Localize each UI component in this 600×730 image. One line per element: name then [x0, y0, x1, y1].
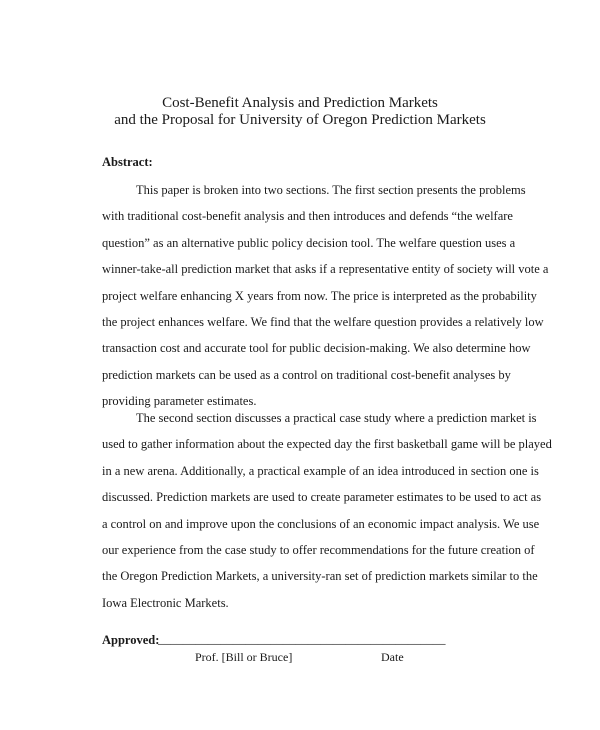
paragraph-line: prediction markets can be used as a control on traditional cost-benefit analyses by: [102, 367, 511, 382]
paragraph-line: question” as an alternative public policy decision tool. The welfare question uses a: [102, 235, 516, 250]
signature-line: ______________________________________________: [158, 632, 446, 646]
paragraph-line: a control on and improve upon the conclusions of an economic impact analysis. We use: [102, 516, 540, 531]
paragraph-line: project welfare enhancing X years from now. The price is interpreted as the probability: [102, 288, 537, 303]
approved-label: Approved:: [102, 633, 160, 647]
paragraph-line: used to gather information about the expected day the first basketball game will be played: [102, 437, 552, 452]
signatory-name: Prof. [Bill or Bruce]: [195, 650, 293, 664]
paragraph-line: discussed. Prediction markets are used to create parameter estimates to be used to act as: [102, 490, 542, 505]
document-title: Cost-Benefit Analysis and Prediction Markets: [162, 95, 438, 111]
paragraph-line: transaction cost and accurate tool for public decision-making. We also determine how: [102, 341, 531, 356]
paragraph-line: The second section discusses a practical case study where a prediction market is: [136, 411, 537, 425]
paragraph-line: This paper is broken into two sections. The first section presents the problems: [136, 183, 526, 197]
abstract-paragraph-1: [102, 177, 549, 415]
paragraph-line: in a new arena. Additionally, a practical example of an idea introduced in section one is: [102, 463, 539, 478]
paragraph-line: with traditional cost-benefit analysis and then introduces and defends “the welfare: [102, 209, 513, 224]
abstract-heading: Abstract:: [102, 155, 153, 169]
paragraph-line: the Oregon Prediction Markets, a university-ran set of prediction markets similar to the: [102, 569, 538, 584]
paragraph-line: providing parameter estimates.: [102, 394, 257, 409]
paragraph-line: Iowa Electronic Markets.: [102, 595, 229, 610]
paragraph-line: our experience from the case study to offer recommendations for the future creation of: [102, 543, 535, 558]
document-subtitle: and the Proposal for University of Oregon Prediction Markets: [114, 112, 486, 128]
paragraph-line: the project enhances welfare. We find that the welfare question provides a relatively low: [102, 315, 544, 330]
paragraph-line: winner-take-all prediction market that asks if a representative entity of society will vote a: [102, 262, 549, 277]
abstract-paragraph-2: [102, 405, 552, 616]
date-label: Date: [381, 650, 404, 664]
